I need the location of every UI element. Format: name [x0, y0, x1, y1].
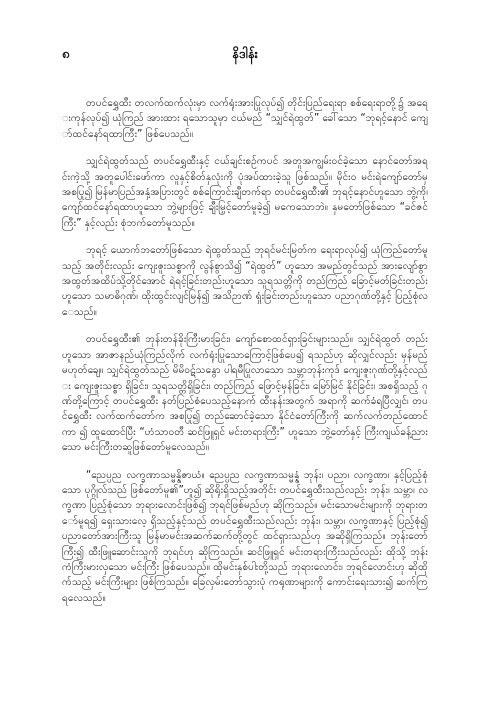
page-header	[0, 46, 490, 66]
body-text	[62, 96, 428, 618]
running-title: နိဒါန်း	[232, 47, 258, 62]
paragraph-4: တပင်ရွှေထီး၏ ဘုန်းတန်ခိုးကြီးမားခြင်း၊ ကျော်စောထင်ရှားခြင်းများသည်။ သျှင်ရဲထွတ် တည်းဟူသော အာဇာနည်ယုံကြည်လိုက် လက်ရုံးပြုသောကြောင့်ဖြစ်ပေ၍ ရသည်ဟု ဆိုလျှင်လည်း မှန်မည်မဟုတ်ချေ။ သျှင်ရဲထွတ်သည် မိမိဝဋ်သနွော ပါရမီပြုလာသော သမ္ဘာဘုန်းကုဒ် ကျေးဇူးဂုဏ်တို့နှင့်လည်း ကျေးဇူးသစ္စာ ရှိခြင်း၊ သူရသတ္တိရှိခြင်း၊ တည်ကြည် ဖြောင့်မှန်ခြင်း၊ မြော်မြင် နိုင်ခြင်း၊ အစရှိသည့် ဂုဏ်တို့ကြောင့် တပင်ရွှေထီး နတ်ပြည်စံပေသည့်နောက် ထီးနန်းအတွက် အရာကို ဆက်ခံရပြီလျှင်၊ တပင်ရွှေထီး လက်ထက်တော်က အစပြု၍ တည်ဆောင်ခဲ့သော နိုင်ငံတော်ကြီးကို ဆက်လက်တည်ထောင်ကာ ၍ ထူထောင်ပြီး “ဟံသာဝတီ ဆင်ဖြူရှင် မင်းတရားကြီး” ဟူသော ဘွဲ့တော်နှင့် ကြီးကျယ်ခန့်ညားသော မင်းကြီးတဆူဖြစ်တော်မူလေသည်။	[62, 334, 429, 454]
paragraph-2: သျှင်ရဲထွတ်သည် တပင်ရွှေထီးနှင့် ငယ်ချင်းစဉ်ကပင် အတူအကျွမ်းဝင်ခဲ့သော နောင်တော်အရင်းကဲ့သို့ အတူပေါင်းဖော်ကာ လူနှင့်စိတ်နှလုံးကို ပုံအပ်ထားခဲ့သူ ဖြစ်သည်။ မိုင်းဝ မင်းရဲကျော်တော်မှ အစပြု၍ မြန်မာပြည်အနှံ့အပြားတွင် စစ်ကြောင်းချီတက်ရာ တပင်ရွှေထီး၏ ဘုရင့်နောင်ဟူသော ဘွဲ့ကို၊ ကျော်ထင်နော်ရထာဟူသော ဘွဲ့များဖြင့် ချီးမြှင့်တော်မူခဲ့၍ မကေသောဘဲ။ နှမတော်ဖြစ်သော “ခင်ဇင်ကြီး” နှင့်လည်း စုံဘက်တော်မူသည်။	[62, 156, 428, 229]
paragraph-5: “ညေပ္ပည လက္ခဏာသမ္မန္နိဇာယံ။ ညေပ္ပည လက္ခဏာသမ္မန္နံ ဘုန်း၊ ပညာ၊ လက္ခဏာ၊ နှင့်ပြည့်စုံသော ပုဂ္ဂိုလ်သည် ဖြစ်တော်မူ၏”ဟူ၍ ဆိုရိုးရှိသည့်အတိုင်း တပင်ရွှေထီးသည်လည်း ဘုန်း၊ သမ္ဘာ၊ လက္ခဏာ ပြည့်စုံသော ဘုရားလောင်းဖြစ်၍ ဘုရင်ဖြစ်မည်ဟု ဆိုကြသည်။ မင်းသောမင်းများကို ဘုရားတော်မူရ၍ ရှေးသားလေ့ ရှိသည့်နှင့်သည် တပင်ရွှေထီးသည်လည်း ဘုန်း၊ သမ္ဘာ၊ လက္ခဏာနှင့် ပြည့်စုံ၍ ပညာတော်အားကြီးသူ မြန်မာမင်းအဆက်ဆက်တို့တွင် ထင်ရှားသည်ဟု အဆိုရှိကြသည်။ ဘုန်းတော်ကြီး၍ ထီးဖြူဆောင်းသူကို ဘုရင်ဟု ဆိုကြသည်။ ဆင်ဖြူရှင် မင်းတရားကြီးသည်လည်း ထိုသို့ ဘုန်းကံကြီးမားလှသော မင်းကြီး ဖြစ်ပေသည်။ ထိုမင်းနှစ်ပါးတို့သည် ဘုရားလောင်း၊ ဘုရင်လောင်းဟု ဆိုထိုက်သည့် မင်းကြီးများ ဖြစ်ကြသည်။ ခြေလှမ်းတော်သွားပုံ ကရုဏာများကို ကောင်းရေးသား၍ ဆက်ကြရလေသည်။	[62, 469, 428, 604]
paragraph-3: ဘုရင့် ယောက်ဘတော်ဖြစ်သော ရဲထွတ်သည် ဘုရင်မင်းမြတ်က ရေးရာလုပ်၍ ယုံကြည်တော်မူသည့် အတိုင်းလည်း ကျေးဇူးသစ္စာကို လွန်စွာသိ၍ “ရဲထွတ်” ဟူသော အမည်တွင်သည် အားလျော်စွာ အထွတ်အထိပ်သို့တိုင်အောင် ရဲရင့်ခြင်းတည်းဟူသော သူရသတ္တိကို တည်ကြည် ခြောင့်မတ်ခြင်းတည်းဟူသော သမာဓိဂုဏ်၊ ထိုးထွင်းလျင်မြန်၍ အသိဉာဏ် ရှုံးခြင်းတည်းဟူသော ပညာဂုဏ်တို့နှင့် ပြည့်စုံလေသည်။	[62, 245, 428, 318]
paragraph-1: တပင်ရွှေထီး တလက်ထက်လုံးမှာ လက်ရုံးအားပြုလုပ်၍ တိုင်းပြည်ရေးရာ စစ်ရေးရာတို့၌ အရေးကုန်လုပ်၍ ယုံကြည် အားထား ရသောသူမှာ ငယ်မည် “သျှင်ရဲထွတ်” ခေါ်သော “ဘုရင့်နောင် ကျော်ထင်နော်ရထာကြီး” ဖြစ်ပေသည်။	[62, 98, 428, 140]
page-number: ၈	[62, 47, 70, 62]
